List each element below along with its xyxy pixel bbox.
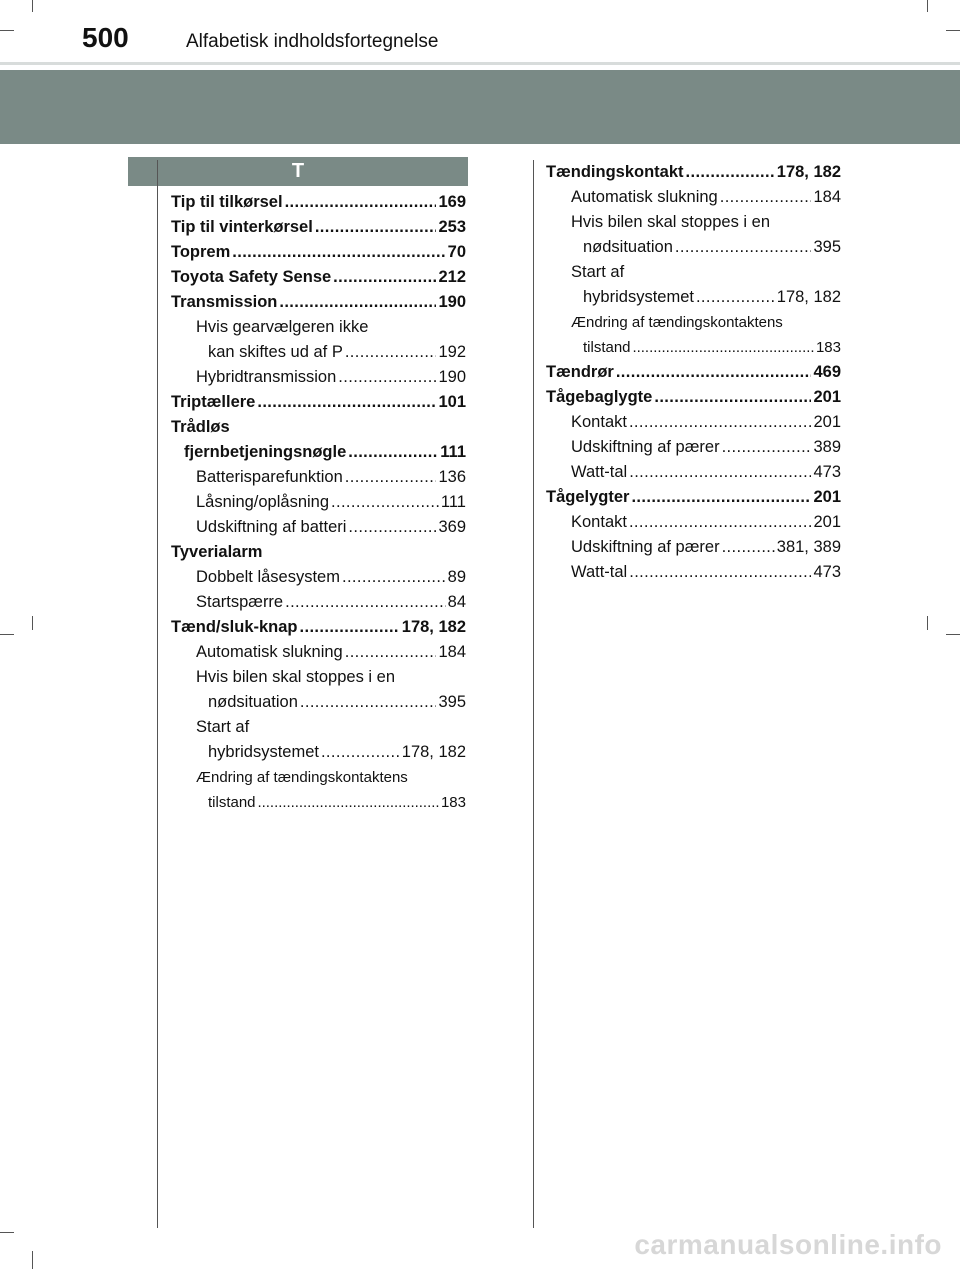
index-entry (171, 290, 466, 315)
index-entry (171, 765, 466, 790)
leader-dots (300, 615, 400, 640)
index-entry-page: 178, 182 (401, 618, 466, 636)
index-entry (546, 510, 841, 535)
index-entry-label: Ændring af tændingskontaktens (571, 314, 783, 331)
index-entry-label: Batterisparefunktion (196, 468, 343, 486)
index-entry-page: 184 (438, 643, 466, 661)
index-entry-page: 201 (813, 488, 841, 506)
index-entry (546, 310, 841, 335)
index-entry-label: Trådløs (171, 418, 230, 436)
index-entry (171, 740, 466, 765)
index-entry-label: Automatisk slukning (196, 643, 343, 661)
index-entry-label: hybridsystemet (208, 743, 319, 761)
index-entry (171, 190, 466, 215)
index-entry-label: Tågebaglygte (546, 388, 653, 406)
index-entry-page: 473 (813, 463, 841, 481)
index-entry (171, 490, 466, 515)
index-entry-page: 190 (438, 368, 466, 386)
index-entry-label: tilstand (208, 794, 256, 811)
leader-dots (720, 185, 812, 210)
leader-dots (321, 740, 400, 765)
index-entry-page: 136 (438, 468, 466, 486)
index-entry (171, 340, 466, 365)
leader-dots (345, 640, 437, 665)
leader-dots (285, 190, 437, 215)
index-entry-page: 178, 182 (401, 743, 466, 761)
index-entry-label: Watt-tal (571, 463, 628, 481)
leader-dots (345, 340, 437, 365)
index-entry-label: Toprem (171, 243, 231, 261)
index-entry-page: 201 (813, 388, 841, 406)
crop-mark-bottom-left (0, 1232, 14, 1233)
leader-dots (629, 560, 811, 585)
index-entry (546, 260, 841, 285)
page-number: 500 (82, 22, 129, 53)
leader-dots (654, 385, 811, 410)
index-entry-label: hybridsystemet (583, 288, 694, 306)
index-entry (546, 485, 841, 510)
leader-dots (629, 460, 811, 485)
index-entry (171, 565, 466, 590)
index-entry-page: 111 (440, 443, 466, 461)
index-entry-page: 253 (438, 218, 466, 236)
leader-dots (232, 240, 445, 265)
leader-dots (675, 235, 812, 260)
index-entry-label: Automatisk slukning (571, 188, 718, 206)
index-entry-label: Hvis bilen skal stoppes i en (196, 668, 396, 686)
index-entry (171, 440, 466, 465)
index-entry-label: Triptællere (171, 393, 256, 411)
index-entry-label: nødsituation (583, 238, 673, 256)
index-entry-page: 183 (815, 339, 841, 356)
leader-dots (345, 465, 437, 490)
leader-dots (300, 690, 437, 715)
index-entry-label: Start af (571, 263, 625, 281)
leader-dots (342, 565, 446, 590)
index-entry (546, 435, 841, 460)
leader-dots (633, 335, 814, 360)
index-entry-label: Toyota Safety Sense (171, 268, 332, 286)
index-entry-page: 178, 182 (776, 163, 841, 181)
leader-dots (631, 485, 811, 510)
index-entry-label: Udskiftning af pærer (571, 438, 720, 456)
index-entry-page: 381, 389 (776, 538, 841, 556)
index-entry-page: 178, 182 (776, 288, 841, 306)
index-entry (546, 185, 841, 210)
index-entry-page: 190 (438, 293, 466, 311)
leader-dots (257, 390, 436, 415)
index-entry-page: 89 (447, 568, 466, 586)
index-entry-page: 169 (438, 193, 466, 211)
page-title: Alfabetisk indholdsfortegnelse (186, 31, 439, 52)
header-band (0, 70, 960, 144)
index-entry-label: Hybridtransmission (196, 368, 337, 386)
index-entry-label: Tip til vinterkørsel (171, 218, 313, 236)
section-letter-box: T (128, 157, 468, 186)
index-entry (171, 265, 466, 290)
index-entry (546, 335, 841, 360)
index-entry (546, 360, 841, 385)
leader-dots (686, 160, 775, 185)
index-entry-label: Tågelygter (546, 488, 630, 506)
index-entry-label: Kontakt (571, 513, 627, 531)
index-entry-page: 183 (440, 794, 466, 811)
index-entry-page: 201 (813, 513, 841, 531)
index-entry-page: 84 (447, 593, 466, 611)
index-entry-label: Tænd/sluk-knap (171, 618, 298, 636)
index-entry-page: 469 (813, 363, 841, 381)
index-entry-label: Tyverialarm (171, 543, 263, 561)
crop-mark-mid-left-v (32, 616, 33, 630)
left-index-column (171, 190, 466, 815)
index-entry (171, 215, 466, 240)
index-entry-label: nødsituation (208, 693, 298, 711)
index-entry (171, 590, 466, 615)
index-entry (546, 460, 841, 485)
watermark: carmanualsonline.info (634, 1229, 942, 1260)
leader-dots (331, 490, 439, 515)
index-entry-label: Udskiftning af batteri (196, 518, 347, 536)
crop-mark-top-left-v (32, 0, 33, 12)
index-entry-page: 101 (438, 393, 466, 411)
leader-dots (696, 285, 775, 310)
index-entry (546, 160, 841, 185)
index-entry-page: 395 (813, 238, 841, 256)
index-entry-label: kan skiftes ud af P (208, 343, 343, 361)
index-entry-label: Hvis bilen skal stoppes i en (571, 213, 771, 231)
index-entry (171, 640, 466, 665)
index-entry-label: Startspærre (196, 593, 284, 611)
leader-dots (348, 440, 438, 465)
crop-mark-top-right (946, 30, 960, 31)
leader-dots (258, 790, 439, 815)
leader-dots (315, 215, 437, 240)
header-divider (0, 62, 960, 65)
index-entry (171, 415, 466, 440)
index-entry (546, 385, 841, 410)
index-entry (546, 535, 841, 560)
crop-mark-top-left (0, 30, 14, 31)
leader-dots (285, 590, 446, 615)
index-entry (171, 315, 466, 340)
index-entry (171, 465, 466, 490)
leader-dots (722, 535, 775, 560)
index-entry (171, 365, 466, 390)
index-entry (546, 235, 841, 260)
index-entry-label: tilstand (583, 339, 631, 356)
crop-mark-top-right-v (927, 0, 928, 12)
index-entry-label: Tændingskontakt (546, 163, 684, 181)
index-entry (171, 515, 466, 540)
crop-mark-mid-right-v (927, 616, 928, 630)
index-entry-label: Låsning/oplåsning (196, 493, 330, 511)
index-entry-label: Tip til tilkørsel (171, 193, 283, 211)
index-entry-page: 369 (438, 518, 466, 536)
index-entry-page: 192 (438, 343, 466, 361)
index-entry (171, 690, 466, 715)
index-entry (171, 540, 466, 565)
index-entry (171, 240, 466, 265)
index-entry-label: Start af (196, 718, 250, 736)
leader-dots (279, 290, 436, 315)
leader-dots (629, 410, 812, 435)
index-entry (171, 615, 466, 640)
index-entry (546, 410, 841, 435)
index-entry (171, 390, 466, 415)
index-entry (546, 210, 841, 235)
index-entry-page: 389 (813, 438, 841, 456)
index-entry-label: fjernbetjeningsnøgle (184, 443, 347, 461)
index-entry-label: Udskiftning af pærer (571, 538, 720, 556)
leader-dots (333, 265, 436, 290)
right-index-column (546, 160, 841, 585)
leader-dots (629, 510, 812, 535)
index-entry-page: 212 (438, 268, 466, 286)
left-column-rule (157, 160, 158, 1228)
crop-mark-bottom-left-v (32, 1251, 33, 1269)
crop-mark-mid-left (0, 634, 14, 635)
index-entry-page: 70 (447, 243, 466, 261)
index-entry-page: 201 (813, 413, 841, 431)
index-entry-page: 184 (813, 188, 841, 206)
leader-dots (348, 515, 436, 540)
index-entry-page: 111 (440, 493, 466, 511)
index-entry (171, 665, 466, 690)
right-column-rule (533, 160, 534, 1228)
index-entry-label: Watt-tal (571, 563, 628, 581)
leader-dots (722, 435, 812, 460)
index-entry-label: Ændring af tændingskontaktens (196, 769, 408, 786)
index-entry-label: Hvis gearvælgeren ikke (196, 318, 369, 336)
leader-dots (338, 365, 436, 390)
index-entry-page: 473 (813, 563, 841, 581)
index-entry-label: Transmission (171, 293, 278, 311)
index-entry (171, 715, 466, 740)
index-entry-label: Kontakt (571, 413, 627, 431)
leader-dots (616, 360, 812, 385)
index-entry (171, 790, 466, 815)
index-entry-label: Dobbelt låsesystem (196, 568, 340, 586)
index-entry-label: Tændrør (546, 363, 614, 381)
index-entry (546, 285, 841, 310)
crop-mark-mid-right (946, 634, 960, 635)
index-entry-page: 395 (438, 693, 466, 711)
index-entry (546, 560, 841, 585)
